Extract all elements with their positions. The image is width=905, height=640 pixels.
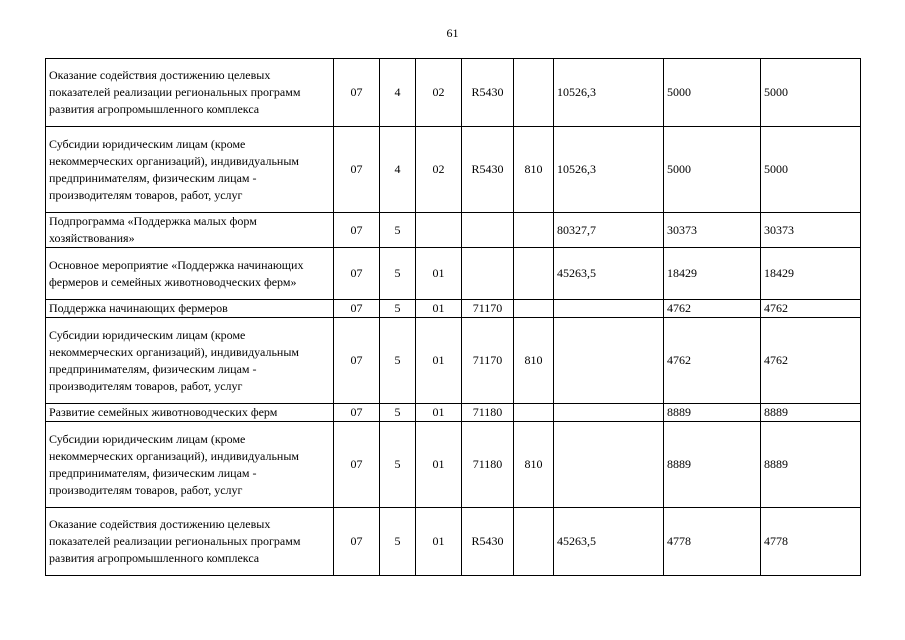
amount-year-2: 8889 <box>664 404 761 422</box>
table-row <box>46 300 861 318</box>
amount-year-2: 4762 <box>664 318 761 404</box>
amount-year-1: 80327,7 <box>554 213 664 248</box>
article-code: 71180 <box>462 422 514 508</box>
amount-year-3: 5000 <box>761 127 861 213</box>
row-name: Оказание содействия достижению целевых показателей реализации региональных программ развития агропромышленного комплекса <box>46 59 334 127</box>
amount-year-3: 4762 <box>761 318 861 404</box>
expense-type-code <box>514 213 554 248</box>
program-code: 01 <box>416 300 462 318</box>
row-name: Субсидии юридическим лицам (кроме некоммерческих организаций), индивидуальным предпринимателям, физическим лицам - производителям товаров, работ, услуг <box>46 422 334 508</box>
razdel-code: 07 <box>334 213 380 248</box>
amount-year-3: 4762 <box>761 300 861 318</box>
razdel-code: 07 <box>334 422 380 508</box>
podrazdel-code: 5 <box>380 508 416 576</box>
table-row <box>46 127 861 213</box>
program-code: 01 <box>416 248 462 300</box>
amount-year-2: 8889 <box>664 422 761 508</box>
amount-year-1 <box>554 318 664 404</box>
table-row <box>46 508 861 576</box>
table-row <box>46 59 861 127</box>
amount-year-3: 8889 <box>761 422 861 508</box>
expense-type-code: 810 <box>514 422 554 508</box>
podrazdel-code: 4 <box>380 59 416 127</box>
amount-year-1: 45263,5 <box>554 508 664 576</box>
amount-year-2: 4778 <box>664 508 761 576</box>
razdel-code: 07 <box>334 59 380 127</box>
program-code: 01 <box>416 422 462 508</box>
amount-year-1: 45263,5 <box>554 248 664 300</box>
row-name: Субсидии юридическим лицам (кроме некоммерческих организаций), индивидуальным предпринимателям, физическим лицам - производителям товаров, работ, услуг <box>46 127 334 213</box>
amount-year-2: 30373 <box>664 213 761 248</box>
program-code: 02 <box>416 127 462 213</box>
row-name: Оказание содействия достижению целевых показателей реализации региональных программ развития агропромышленного комплекса <box>46 508 334 576</box>
amount-year-1 <box>554 300 664 318</box>
article-code: R5430 <box>462 508 514 576</box>
program-code: 01 <box>416 318 462 404</box>
podrazdel-code: 5 <box>380 318 416 404</box>
row-name: Субсидии юридическим лицам (кроме некоммерческих организаций), индивидуальным предпринимателям, физическим лицам - производителям товаров, работ, услуг <box>46 318 334 404</box>
amount-year-3: 8889 <box>761 404 861 422</box>
razdel-code: 07 <box>334 248 380 300</box>
podrazdel-code: 5 <box>380 404 416 422</box>
row-name: Поддержка начинающих фермеров <box>46 300 334 318</box>
table-row <box>46 318 861 404</box>
table-row <box>46 213 861 248</box>
row-name: Основное мероприятие «Поддержка начинающих фермеров и семейных животноводческих ферм» <box>46 248 334 300</box>
razdel-code: 07 <box>334 127 380 213</box>
expense-type-code: 810 <box>514 127 554 213</box>
podrazdel-code: 5 <box>380 300 416 318</box>
table-body <box>46 59 861 576</box>
amount-year-3: 5000 <box>761 59 861 127</box>
razdel-code: 07 <box>334 318 380 404</box>
article-code: R5430 <box>462 59 514 127</box>
amount-year-3: 18429 <box>761 248 861 300</box>
table-row <box>46 248 861 300</box>
amount-year-1 <box>554 422 664 508</box>
table-row <box>46 422 861 508</box>
page-number: 61 <box>446 26 459 40</box>
article-code: 71180 <box>462 404 514 422</box>
razdel-code: 07 <box>334 300 380 318</box>
row-name: Подпрограмма «Поддержка малых форм хозяйствования» <box>46 213 334 248</box>
expense-type-code <box>514 404 554 422</box>
article-code: R5430 <box>462 127 514 213</box>
amount-year-3: 30373 <box>761 213 861 248</box>
podrazdel-code: 5 <box>380 213 416 248</box>
amount-year-2: 5000 <box>664 127 761 213</box>
amount-year-2: 4762 <box>664 300 761 318</box>
program-code: 01 <box>416 508 462 576</box>
amount-year-3: 4778 <box>761 508 861 576</box>
article-code <box>462 248 514 300</box>
row-name: Развитие семейных животноводческих ферм <box>46 404 334 422</box>
program-code: 02 <box>416 59 462 127</box>
amount-year-1 <box>554 404 664 422</box>
expense-type-code <box>514 300 554 318</box>
expense-type-code: 810 <box>514 318 554 404</box>
amount-year-2: 5000 <box>664 59 761 127</box>
amount-year-1: 10526,3 <box>554 127 664 213</box>
expense-type-code <box>514 508 554 576</box>
podrazdel-code: 5 <box>380 248 416 300</box>
podrazdel-code: 4 <box>380 127 416 213</box>
article-code: 71170 <box>462 318 514 404</box>
table-row <box>46 404 861 422</box>
article-code: 71170 <box>462 300 514 318</box>
article-code <box>462 213 514 248</box>
amount-year-1: 10526,3 <box>554 59 664 127</box>
podrazdel-code: 5 <box>380 422 416 508</box>
program-code <box>416 213 462 248</box>
razdel-code: 07 <box>334 404 380 422</box>
budget-table <box>45 58 861 576</box>
razdel-code: 07 <box>334 508 380 576</box>
expense-type-code <box>514 59 554 127</box>
program-code: 01 <box>416 404 462 422</box>
expense-type-code <box>514 248 554 300</box>
amount-year-2: 18429 <box>664 248 761 300</box>
